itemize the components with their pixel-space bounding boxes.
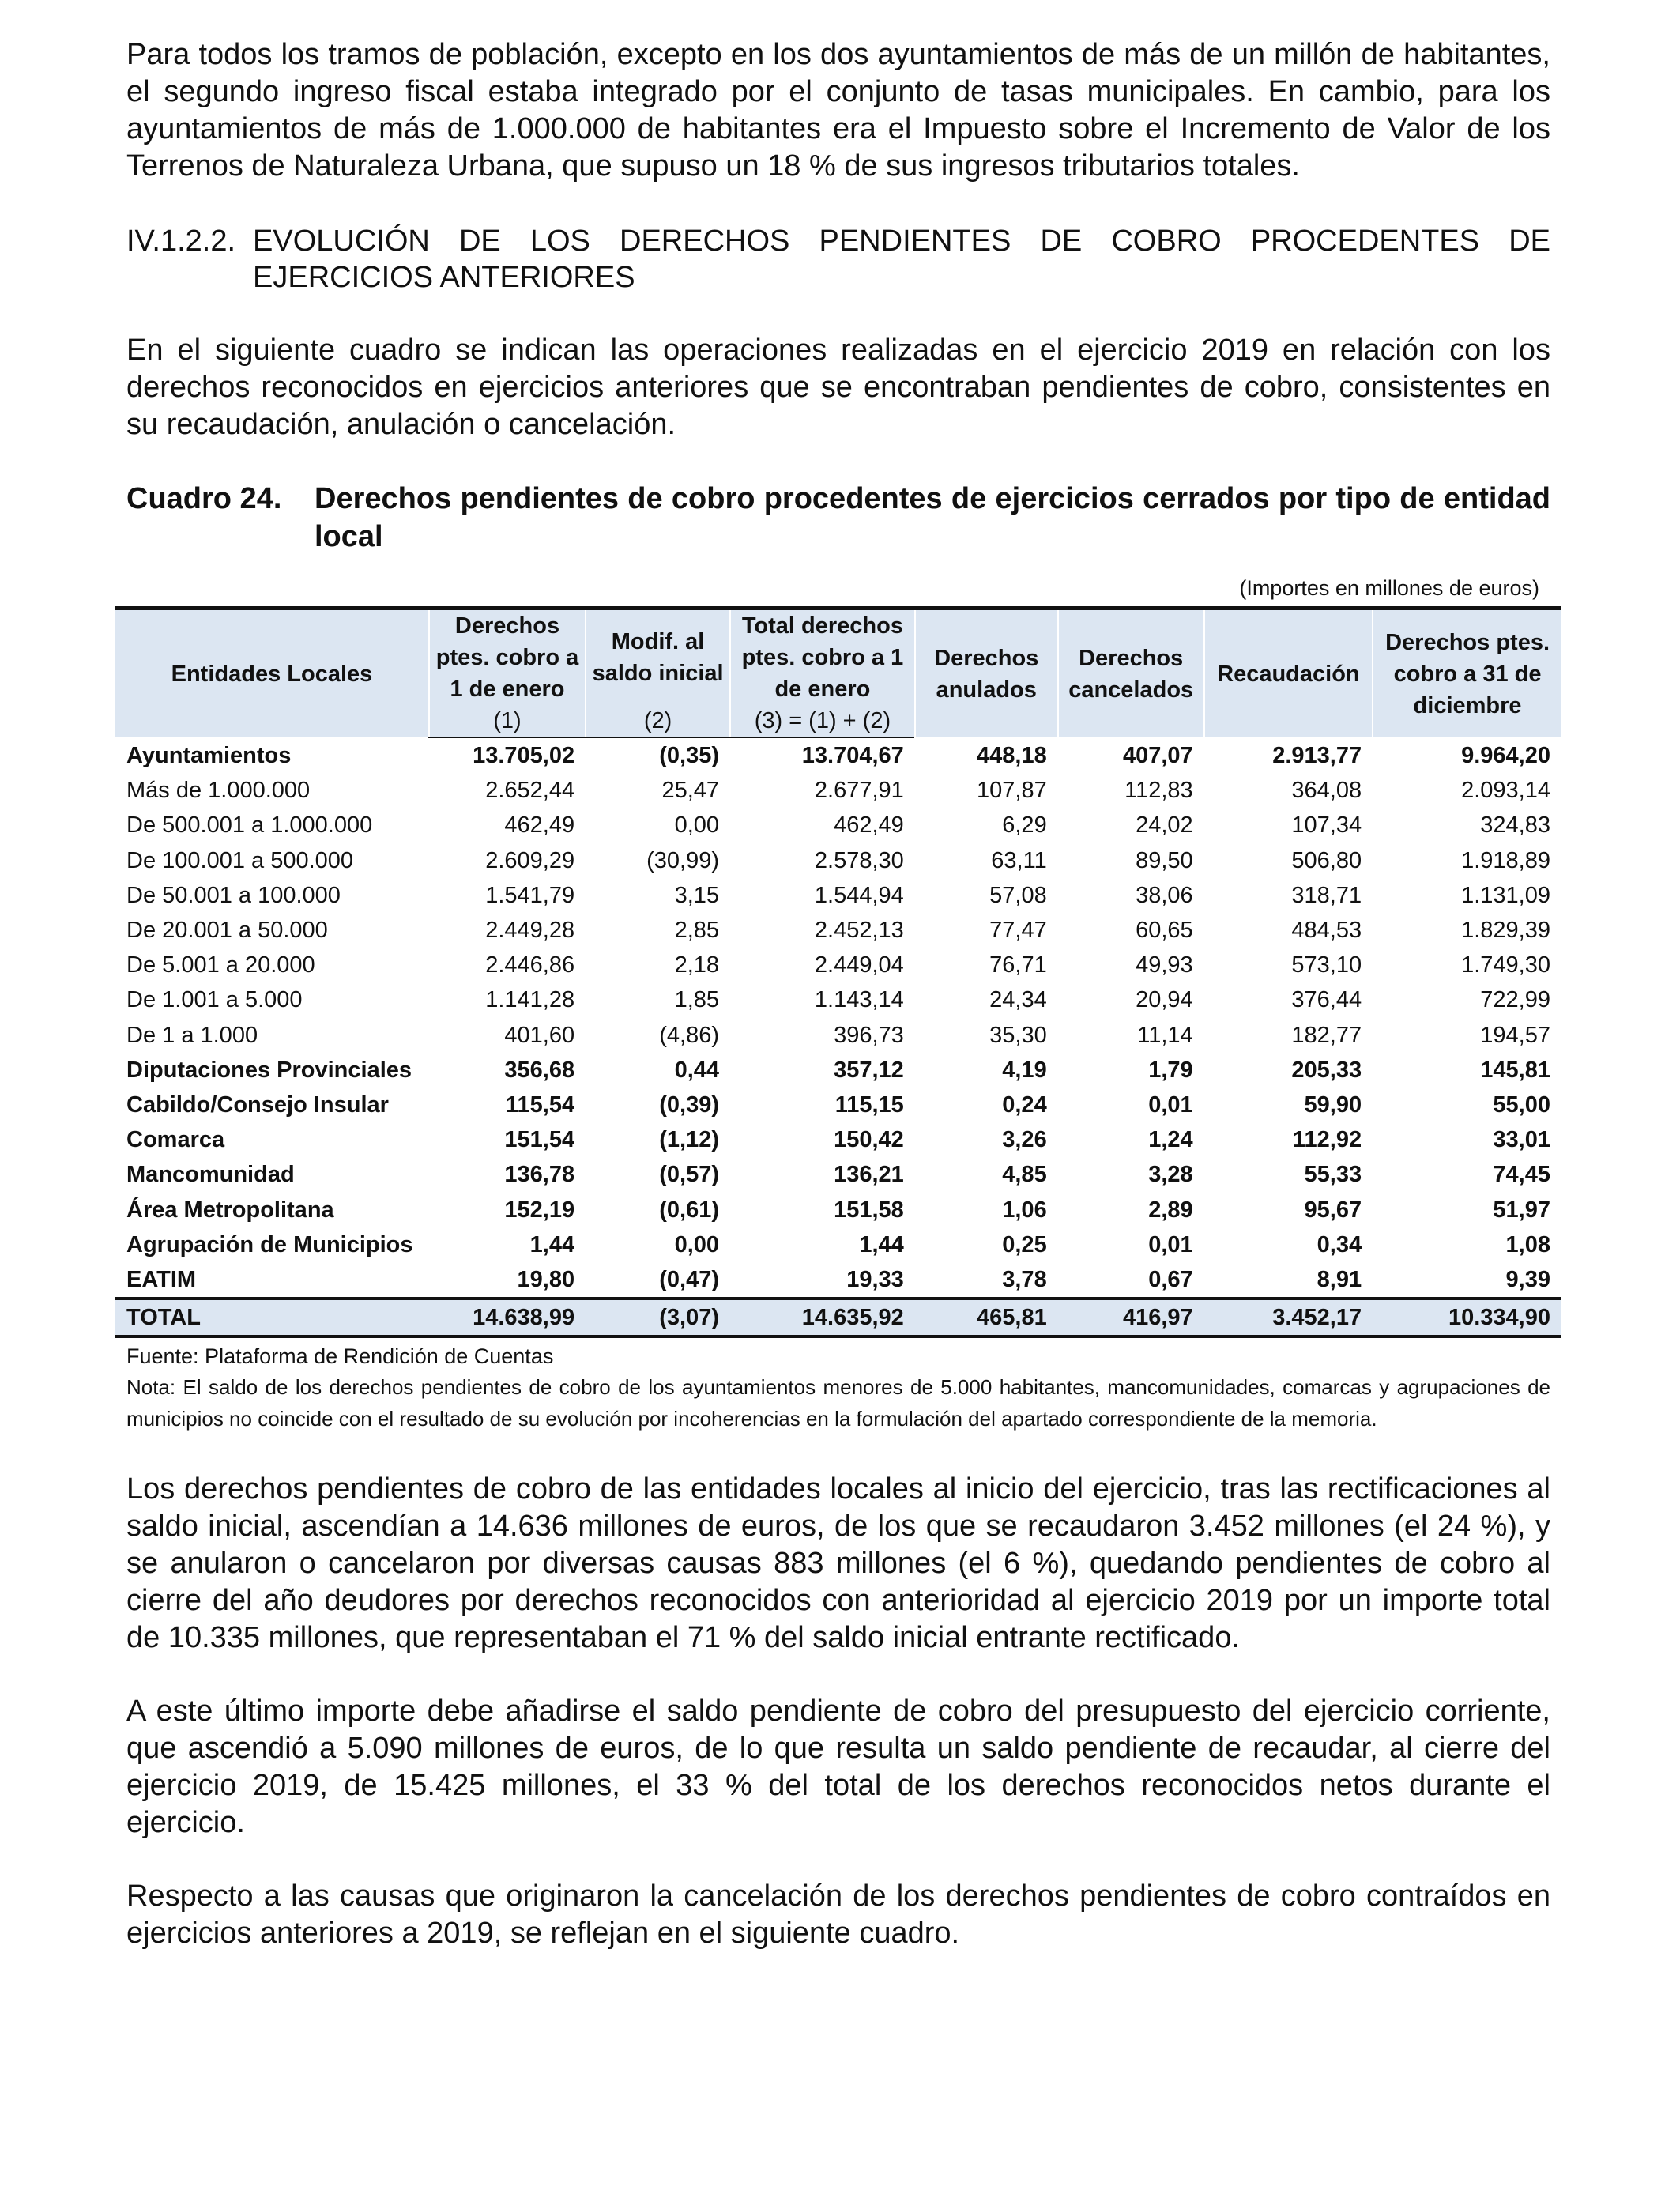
cell-c1: 1.541,79 — [485, 882, 575, 908]
cell-c6: 59,90 — [1304, 1091, 1362, 1118]
cell-c4: 0,24 — [1002, 1091, 1047, 1118]
cell-c6: 95,67 — [1304, 1197, 1362, 1223]
cell-c2: 0,00 — [674, 812, 720, 839]
cell-c1: 1,44 — [529, 1231, 575, 1257]
cell-c2: 2,85 — [674, 918, 720, 944]
after-paragraphs — [126, 1471, 1550, 1952]
total-c6: 3.452,17 — [1204, 1299, 1373, 1336]
cell-c6: 364,08 — [1291, 778, 1362, 804]
cell-c6: 376,44 — [1291, 987, 1362, 1013]
cell-c1: 2.446,86 — [485, 952, 575, 978]
row-label: Comarca — [126, 1127, 225, 1153]
section-paragraph: En el siguiente cuadro se indican las operaciones realizadas en el ejercicio 2019 en relación con los derechos reconocidos en ejercicios anteriores que se encontraban pendientes de cobro, consistentes en su recaudación, anulación o cancelación. — [126, 334, 1550, 441]
row-label: De 1 a 1.000 — [126, 1022, 258, 1048]
header-c4: Derechos anulados — [915, 609, 1058, 738]
intro-paragraph: Para todos los tramos de población, excepto en los dos ayuntamientos de más de un millón de habitantes, el segundo ingreso fiscal estaba integrado por el conjunto de tasas municipales. En cambio, para los ayuntamientos de más de 1.000.000 de habitantes era el Impuesto sobre el Incremento de Valor de los Terrenos de Naturaleza Urbana, que supuso un 18 % de sus ingresos tributarios totales. — [126, 38, 1550, 183]
header-c3-formula: (3) = (1) + (2) — [730, 705, 915, 737]
total-row — [115, 1299, 1561, 1336]
table-row — [115, 1053, 1561, 1088]
cell-c2: (0,61) — [659, 1197, 720, 1223]
cell-c7: 33,01 — [1493, 1127, 1550, 1153]
header-entidades: Entidades Locales — [115, 609, 429, 738]
cell-c1: 115,54 — [505, 1091, 575, 1118]
cell-c3: 13.704,67 — [801, 743, 904, 769]
cell-c6: 182,77 — [1291, 1022, 1362, 1048]
cell-c4: 448,18 — [977, 742, 1047, 768]
row-label: Diputaciones Provinciales — [126, 1057, 412, 1083]
table-row — [115, 843, 1561, 878]
cell-c7: 1.918,89 — [1461, 847, 1550, 873]
total-c1: 14.638,99 — [429, 1299, 586, 1336]
cell-c5: 407,07 — [1122, 742, 1193, 768]
cell-c2: 25,47 — [661, 778, 720, 804]
cell-c2: 1,85 — [674, 987, 720, 1013]
cell-c1: 356,68 — [504, 1057, 575, 1083]
cell-c7: 1.829,39 — [1461, 918, 1550, 944]
cell-c5: 89,50 — [1136, 847, 1193, 873]
data-table — [115, 606, 1561, 1338]
cell-c6: 55,33 — [1304, 1162, 1362, 1188]
total-c2: (3,07) — [586, 1299, 730, 1336]
cell-c2: (4,86) — [659, 1022, 720, 1048]
cell-c5: 38,06 — [1136, 882, 1193, 908]
cell-c7: 1.131,09 — [1461, 882, 1550, 908]
cell-c4: 4,19 — [1002, 1057, 1047, 1083]
cell-c5: 20,94 — [1136, 987, 1193, 1013]
table-caption-title: Derechos pendientes de cobro procedentes de ejercicios cerrados por tipo de entidad local — [315, 482, 1550, 553]
cell-c3: 357,12 — [834, 1057, 904, 1083]
section-heading — [126, 223, 1550, 296]
cell-c7: 2.093,14 — [1461, 778, 1550, 804]
cell-c1: 151,54 — [504, 1127, 575, 1153]
cell-c4: 3,26 — [1002, 1127, 1047, 1153]
cell-c1: 2.449,28 — [485, 918, 575, 944]
cell-c4: 3,78 — [1002, 1266, 1047, 1292]
table-header — [115, 609, 1561, 738]
header-c3: Total derechos ptes. cobro a 1 de enero — [730, 609, 915, 706]
cell-c2: (0,35) — [659, 743, 720, 769]
cell-c1: 401,60 — [504, 1022, 575, 1048]
cell-c3: 151,58 — [834, 1197, 904, 1223]
total-label: TOTAL — [115, 1299, 429, 1336]
cell-c3: 115,15 — [834, 1091, 904, 1118]
row-label: Ayuntamientos — [126, 742, 292, 768]
row-label: De 5.001 a 20.000 — [126, 952, 315, 978]
total-c5: 416,97 — [1058, 1299, 1204, 1336]
total-c3: 14.635,92 — [730, 1299, 915, 1336]
cell-c3: 2.677,91 — [814, 778, 904, 804]
cell-c7: 1.749,30 — [1461, 952, 1550, 978]
cell-c5: 1,79 — [1148, 1057, 1193, 1083]
paragraph-after-2: A este último importe debe añadirse el saldo pendiente de cobro del presupuesto del ejercicio corriente, que ascendió a 5.090 millones de euros, de lo que resulta un saldo pendiente de recaudar, al cierre del ejercicio 2019, de 15.425 millones, el 33 % del total de los derechos reconocidos netos durante el ejercicio. — [126, 1695, 1550, 1839]
cell-c5: 11,14 — [1137, 1022, 1193, 1048]
cell-c6: 318,71 — [1291, 882, 1362, 908]
table-body — [115, 737, 1561, 1336]
cell-c6: 0,34 — [1317, 1231, 1362, 1257]
cell-c1: 2.652,44 — [485, 778, 575, 804]
table-row — [115, 737, 1561, 773]
table-source: Fuente: Plataforma de Rendición de Cuentas — [126, 1344, 554, 1368]
cell-c2: (0,39) — [659, 1091, 720, 1118]
cell-c6: 112,92 — [1293, 1127, 1362, 1153]
cell-c4: 77,47 — [989, 918, 1047, 944]
cell-c4: 107,87 — [977, 778, 1047, 804]
cell-c3: 150,42 — [834, 1127, 904, 1153]
cell-c4: 63,11 — [991, 847, 1047, 873]
row-label: De 50.001 a 100.000 — [126, 882, 341, 908]
cell-c7: 194,57 — [1480, 1022, 1550, 1048]
table-row — [115, 1088, 1561, 1122]
cell-c6: 107,34 — [1291, 812, 1362, 839]
cell-c3: 396,73 — [834, 1022, 904, 1048]
total-c7: 10.334,90 — [1373, 1299, 1561, 1336]
cell-c3: 2.578,30 — [814, 847, 904, 873]
cell-c2: 0,44 — [674, 1057, 720, 1083]
cell-c2: 3,15 — [674, 882, 720, 908]
paragraph-after-3: Respecto a las causas que originaron la cancelación de los derechos pendientes de cobro contraídos en ejercicios anteriores a 2019, se reflejan en el siguiente cuadro. — [126, 1879, 1550, 1950]
cell-c1: 2.609,29 — [485, 847, 575, 873]
table-row — [115, 1192, 1561, 1227]
section-number: IV.1.2.2. — [126, 224, 236, 258]
cell-c3: 1.143,14 — [814, 987, 904, 1013]
row-label: Área Metropolitana — [126, 1197, 334, 1223]
table-row — [115, 1227, 1561, 1262]
row-label: EATIM — [126, 1266, 197, 1292]
unit-note: (Importes en millones de euros) — [1239, 576, 1539, 600]
header-c7: Derechos ptes. cobro a 31 de diciembre — [1373, 609, 1561, 738]
cell-c3: 19,33 — [846, 1266, 904, 1292]
section-title: EVOLUCIÓN DE LOS DERECHOS PENDIENTES DE COBRO PROCEDENTES DE EJERCICIOS ANTERIORES — [253, 224, 1550, 294]
cell-c1: 136,78 — [504, 1162, 575, 1188]
cell-c4: 24,34 — [989, 987, 1047, 1013]
table-caption-number: Cuadro 24. — [126, 482, 282, 515]
cell-c1: 152,19 — [504, 1197, 575, 1223]
cell-c5: 24,02 — [1136, 812, 1193, 839]
cell-c5: 49,93 — [1136, 952, 1193, 978]
cell-c7: 51,97 — [1493, 1197, 1550, 1223]
cell-c4: 4,85 — [1002, 1162, 1047, 1188]
cell-c7: 74,45 — [1493, 1162, 1550, 1188]
cell-c2: (0,47) — [659, 1266, 720, 1292]
cell-c6: 205,33 — [1291, 1057, 1362, 1083]
cell-c1: 462,49 — [504, 812, 575, 839]
table-row — [115, 1122, 1561, 1157]
cell-c5: 60,65 — [1136, 918, 1193, 944]
cell-c5: 3,28 — [1148, 1162, 1193, 1188]
cell-c6: 8,91 — [1317, 1266, 1362, 1292]
cell-c7: 9.964,20 — [1461, 742, 1550, 768]
document-page — [126, 36, 1550, 1952]
cell-c5: 0,01 — [1148, 1231, 1193, 1257]
cell-c6: 484,53 — [1291, 918, 1362, 944]
table-row — [115, 913, 1561, 948]
cell-c6: 573,10 — [1291, 952, 1362, 978]
cell-c5: 112,83 — [1124, 778, 1193, 804]
table-row — [115, 808, 1561, 843]
cell-c7: 324,83 — [1480, 812, 1550, 839]
table-caption — [126, 480, 1550, 556]
cell-c3: 462,49 — [834, 812, 904, 839]
header-c2-formula: (2) — [586, 705, 730, 737]
cell-c3: 2.452,13 — [814, 918, 904, 944]
row-label: Más de 1.000.000 — [126, 778, 311, 804]
paragraph-after-1: Los derechos pendientes de cobro de las entidades locales al inicio del ejercicio, tras las rectificaciones al saldo inicial, ascendían a 14.636 millones de euros, de los que se recaudaron 3.452 millones (el 24 %), y se anularon o cancelaron por diversas causas 883 millones (el 6 %), quedando pendientes de cobro al cierre del año deudores por derechos reconocidos con anterioridad al ejercicio 2019 por un importe total de 10.335 millones, que representaban el 71 % del saldo inicial entrante rectificado. — [126, 1472, 1550, 1654]
cell-c1: 19,80 — [517, 1266, 575, 1292]
cell-c3: 136,21 — [834, 1162, 904, 1188]
cell-c7: 1,08 — [1505, 1231, 1550, 1257]
cell-c1: 13.705,02 — [473, 743, 575, 769]
table-row — [115, 948, 1561, 982]
cell-c4: 1,06 — [1002, 1197, 1047, 1223]
cell-c3: 2.449,04 — [814, 952, 904, 978]
table-row — [115, 773, 1561, 808]
row-label: De 1.001 a 5.000 — [126, 987, 303, 1013]
cell-c2: (0,57) — [659, 1162, 720, 1188]
cell-c4: 6,29 — [1002, 812, 1047, 839]
row-label: Agrupación de Municipios — [126, 1231, 413, 1257]
table-row — [115, 1018, 1561, 1053]
row-label: Mancomunidad — [126, 1162, 295, 1188]
cell-c4: 0,25 — [1002, 1231, 1047, 1257]
cell-c6: 2.913,77 — [1272, 742, 1362, 768]
cell-c5: 0,67 — [1148, 1266, 1193, 1292]
cell-c2: 0,00 — [674, 1231, 720, 1257]
cell-c4: 35,30 — [989, 1022, 1047, 1048]
cell-c3: 1.544,94 — [814, 882, 904, 908]
cell-c5: 1,24 — [1148, 1127, 1193, 1153]
table-row — [115, 878, 1561, 913]
table-note: Nota: El saldo de los derechos pendientes de cobro de los ayuntamientos menores de 5.000 habitantes, mancomunidades, comarcas y agrupaciones de municipios no coincide con el resultado de su evolución por incoherencias en la formulación del apartado correspondiente de la memoria. — [126, 1375, 1550, 1431]
cell-c7: 722,99 — [1480, 987, 1550, 1013]
cell-c7: 145,81 — [1480, 1057, 1550, 1083]
row-label: De 100.001 a 500.000 — [126, 847, 354, 873]
row-label: Cabildo/Consejo Insular — [126, 1091, 389, 1118]
cell-c5: 0,01 — [1148, 1091, 1193, 1118]
header-c1: Derechos ptes. cobro a 1 de enero — [429, 609, 586, 706]
cell-c2: (1,12) — [659, 1127, 720, 1153]
cell-c5: 2,89 — [1148, 1197, 1193, 1223]
cell-c4: 57,08 — [989, 882, 1047, 908]
cell-c1: 1.141,28 — [485, 987, 575, 1013]
row-label: De 20.001 a 50.000 — [126, 918, 328, 944]
cell-c7: 9,39 — [1505, 1266, 1550, 1292]
cell-c7: 55,00 — [1493, 1091, 1550, 1118]
total-c4: 465,81 — [915, 1299, 1058, 1336]
header-c1-formula: (1) — [429, 705, 586, 737]
row-label: De 500.001 a 1.000.000 — [126, 812, 373, 839]
cell-c6: 506,80 — [1291, 847, 1362, 873]
table-row — [115, 1157, 1561, 1192]
cell-c2: 2,18 — [674, 952, 720, 978]
cell-c3: 1,44 — [859, 1231, 904, 1257]
header-c6: Recaudación — [1204, 609, 1373, 738]
table-row — [115, 1262, 1561, 1299]
header-c2: Modif. al saldo inicial — [586, 609, 730, 706]
cell-c2: (30,99) — [646, 847, 720, 873]
cell-c4: 76,71 — [989, 952, 1047, 978]
table-row — [115, 982, 1561, 1017]
header-c5: Derechos cancelados — [1058, 609, 1204, 738]
